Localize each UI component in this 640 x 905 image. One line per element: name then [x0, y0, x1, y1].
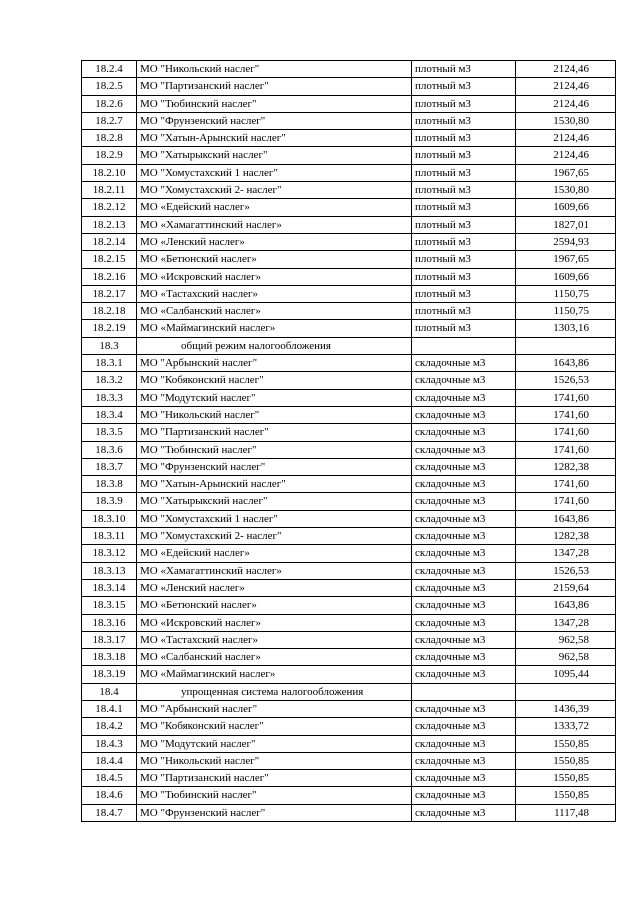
row-value: 1117,48	[516, 804, 616, 821]
row-code: 18.2.11	[82, 182, 137, 199]
row-code: 18.4.1	[82, 700, 137, 717]
row-code: 18.3.1	[82, 355, 137, 372]
row-unit: складочные м3	[412, 406, 516, 423]
row-unit: плотный м3	[412, 268, 516, 285]
row-code: 18.2.15	[82, 251, 137, 268]
row-name: МО "Хомустахский 2- наслег"	[137, 528, 412, 545]
row-value: 1741,60	[516, 389, 616, 406]
row-unit: плотный м3	[412, 199, 516, 216]
row-code: 18.3.14	[82, 579, 137, 596]
row-name: МО «Едейский наслег»	[137, 545, 412, 562]
row-code: 18.3.19	[82, 666, 137, 683]
row-name: МО «Искровский наслег»	[137, 614, 412, 631]
row-value: 2124,46	[516, 78, 616, 95]
table-row	[82, 510, 616, 527]
row-value: 1741,60	[516, 441, 616, 458]
table-row	[82, 631, 616, 648]
row-name: МО "Тюбинский наслег"	[137, 441, 412, 458]
row-value: 1347,28	[516, 614, 616, 631]
row-unit: плотный м3	[412, 95, 516, 112]
row-value: 1526,53	[516, 562, 616, 579]
row-name: МО "Тюбинский наслег"	[137, 787, 412, 804]
row-value: 1282,38	[516, 528, 616, 545]
row-code: 18.2.7	[82, 112, 137, 129]
row-value: 2159,64	[516, 579, 616, 596]
row-value: 1150,75	[516, 285, 616, 302]
table-row	[82, 458, 616, 475]
row-unit: плотный м3	[412, 164, 516, 181]
row-name: МО "Модутский наслег"	[137, 389, 412, 406]
row-code: 18.2.10	[82, 164, 137, 181]
table-row	[82, 78, 616, 95]
row-unit: складочные м3	[412, 752, 516, 769]
row-unit: складочные м3	[412, 597, 516, 614]
row-code: 18.4.7	[82, 804, 137, 821]
row-code: 18.3.10	[82, 510, 137, 527]
row-unit: плотный м3	[412, 182, 516, 199]
row-name: МО "Партизанский наслег"	[137, 424, 412, 441]
row-value: 1530,80	[516, 182, 616, 199]
row-value: 1303,16	[516, 320, 616, 337]
row-code: 18.3.16	[82, 614, 137, 631]
row-name: МО «Бетюнский наслег»	[137, 597, 412, 614]
row-code: 18.3.15	[82, 597, 137, 614]
row-value: 1347,28	[516, 545, 616, 562]
table-row	[82, 268, 616, 285]
row-unit: складочные м3	[412, 528, 516, 545]
table-row	[82, 164, 616, 181]
row-unit: складочные м3	[412, 804, 516, 821]
row-code: 18.3.8	[82, 476, 137, 493]
row-name: МО «Тастахский наслег»	[137, 285, 412, 302]
table-row	[82, 372, 616, 389]
section-row	[82, 683, 616, 700]
row-code: 18.2.4	[82, 61, 137, 78]
row-value: 2594,93	[516, 233, 616, 250]
row-value: 1526,53	[516, 372, 616, 389]
row-code: 18.2.6	[82, 95, 137, 112]
row-code: 18.3.11	[82, 528, 137, 545]
row-unit: складочные м3	[412, 510, 516, 527]
row-unit: складочные м3	[412, 700, 516, 717]
row-name: МО «Едейский наслег»	[137, 199, 412, 216]
row-unit: складочные м3	[412, 787, 516, 804]
row-unit: плотный м3	[412, 112, 516, 129]
row-unit: складочные м3	[412, 770, 516, 787]
row-value: 962,58	[516, 649, 616, 666]
row-unit: складочные м3	[412, 493, 516, 510]
table-row	[82, 476, 616, 493]
table-row	[82, 493, 616, 510]
table-row	[82, 441, 616, 458]
table-row	[82, 562, 616, 579]
row-name: МО "Никольский наслег"	[137, 752, 412, 769]
row-name: МО "Никольский наслег"	[137, 406, 412, 423]
row-code: 18.3.17	[82, 631, 137, 648]
row-unit: складочные м3	[412, 372, 516, 389]
row-name: МО "Партизанский наслег"	[137, 770, 412, 787]
row-unit: плотный м3	[412, 216, 516, 233]
table-row	[82, 130, 616, 147]
row-name: МО «Салбанский наслег»	[137, 649, 412, 666]
row-unit: складочные м3	[412, 476, 516, 493]
row-value: 1550,85	[516, 735, 616, 752]
table-row	[82, 199, 616, 216]
row-name: МО "Фрунзенский наслег"	[137, 112, 412, 129]
row-code: 18.3.5	[82, 424, 137, 441]
row-name: МО «Тастахский наслег»	[137, 631, 412, 648]
row-name: МО "Никольский наслег"	[137, 61, 412, 78]
row-name: МО "Кобяконский наслег"	[137, 718, 412, 735]
table-row	[82, 303, 616, 320]
row-code: 18.2.18	[82, 303, 137, 320]
table-row	[82, 718, 616, 735]
table-row	[82, 233, 616, 250]
row-value: 1741,60	[516, 493, 616, 510]
table-row	[82, 251, 616, 268]
row-name: МО «Ленский наслег»	[137, 233, 412, 250]
table-row	[82, 649, 616, 666]
row-unit: складочные м3	[412, 389, 516, 406]
row-unit: плотный м3	[412, 61, 516, 78]
row-unit: плотный м3	[412, 233, 516, 250]
table-row	[82, 95, 616, 112]
row-name: МО «Бетюнский наслег»	[137, 251, 412, 268]
row-unit: складочные м3	[412, 614, 516, 631]
row-code: 18.2.12	[82, 199, 137, 216]
row-unit: складочные м3	[412, 631, 516, 648]
table-row	[82, 770, 616, 787]
row-name: МО "Тюбинский наслег"	[137, 95, 412, 112]
row-name: МО «Хамагаттинский наслег»	[137, 216, 412, 233]
row-code: 18.4.6	[82, 787, 137, 804]
row-name: общий режим налогообложения	[137, 337, 412, 354]
row-code: 18.3.13	[82, 562, 137, 579]
row-value: 2124,46	[516, 147, 616, 164]
row-value: 1095,44	[516, 666, 616, 683]
row-value: 1150,75	[516, 303, 616, 320]
row-name: МО "Партизанский наслег"	[137, 78, 412, 95]
row-unit: плотный м3	[412, 78, 516, 95]
row-name: МО "Хомустахский 2- наслег"	[137, 182, 412, 199]
row-name: МО "Хатын-Арынский наслег"	[137, 476, 412, 493]
row-value: 2124,46	[516, 61, 616, 78]
row-value	[516, 683, 616, 700]
row-code: 18.2.14	[82, 233, 137, 250]
row-name: МО "Хатырыкский наслег"	[137, 147, 412, 164]
row-unit	[412, 683, 516, 700]
row-name: МО "Арбынский наслег"	[137, 700, 412, 717]
row-name: МО "Модутский наслег"	[137, 735, 412, 752]
row-unit: складочные м3	[412, 735, 516, 752]
row-value: 1436,39	[516, 700, 616, 717]
row-name: МО «Хамагаттинский наслег»	[137, 562, 412, 579]
table-row	[82, 787, 616, 804]
row-value: 1550,85	[516, 787, 616, 804]
row-code: 18.3.3	[82, 389, 137, 406]
row-name: упрощенная система налогообложения	[137, 683, 412, 700]
row-unit: складочные м3	[412, 355, 516, 372]
row-name: МО "Кобяконский наслег"	[137, 372, 412, 389]
row-value: 1643,86	[516, 597, 616, 614]
row-code: 18.2.8	[82, 130, 137, 147]
row-code: 18.3.7	[82, 458, 137, 475]
row-unit: складочные м3	[412, 441, 516, 458]
row-name: МО "Хатын-Арынский наслег"	[137, 130, 412, 147]
row-code: 18.4.2	[82, 718, 137, 735]
row-unit: плотный м3	[412, 285, 516, 302]
row-value: 1643,86	[516, 510, 616, 527]
table-row	[82, 112, 616, 129]
row-name: МО «Салбанский наслег»	[137, 303, 412, 320]
row-code: 18.2.19	[82, 320, 137, 337]
table-row	[82, 614, 616, 631]
row-code: 18.2.5	[82, 78, 137, 95]
row-name: МО "Арбынский наслег"	[137, 355, 412, 372]
row-value: 1741,60	[516, 406, 616, 423]
table-row	[82, 666, 616, 683]
row-name: МО «Искровский наслег»	[137, 268, 412, 285]
row-value: 1550,85	[516, 770, 616, 787]
row-code: 18.4.3	[82, 735, 137, 752]
rates-table	[81, 60, 616, 822]
row-unit: складочные м3	[412, 718, 516, 735]
row-unit: складочные м3	[412, 424, 516, 441]
row-name: МО "Фрунзенский наслег"	[137, 804, 412, 821]
row-code: 18.2.9	[82, 147, 137, 164]
row-unit: складочные м3	[412, 562, 516, 579]
row-unit: складочные м3	[412, 579, 516, 596]
row-code: 18.3.4	[82, 406, 137, 423]
row-value: 1967,65	[516, 251, 616, 268]
table-row	[82, 545, 616, 562]
row-value: 2124,46	[516, 130, 616, 147]
table-row	[82, 355, 616, 372]
row-value: 1282,38	[516, 458, 616, 475]
row-unit: плотный м3	[412, 303, 516, 320]
table-row	[82, 735, 616, 752]
row-unit: плотный м3	[412, 251, 516, 268]
table-row	[82, 61, 616, 78]
section-row	[82, 337, 616, 354]
row-unit: плотный м3	[412, 147, 516, 164]
row-value: 1967,65	[516, 164, 616, 181]
row-value: 1609,66	[516, 199, 616, 216]
table-row	[82, 147, 616, 164]
row-code: 18.3.2	[82, 372, 137, 389]
table-row	[82, 285, 616, 302]
row-code: 18.3.12	[82, 545, 137, 562]
row-code: 18.3	[82, 337, 137, 354]
row-unit	[412, 337, 516, 354]
table-row	[82, 424, 616, 441]
row-name: МО "Хомустахский 1 наслег"	[137, 510, 412, 527]
row-value: 1530,80	[516, 112, 616, 129]
table-row	[82, 528, 616, 545]
row-code: 18.4.5	[82, 770, 137, 787]
row-value: 1333,72	[516, 718, 616, 735]
table-row	[82, 752, 616, 769]
table-row	[82, 320, 616, 337]
table-row	[82, 182, 616, 199]
row-unit: складочные м3	[412, 666, 516, 683]
row-name: МО «Ленский наслег»	[137, 579, 412, 596]
row-value: 962,58	[516, 631, 616, 648]
table-row	[82, 804, 616, 821]
table-row	[82, 406, 616, 423]
row-code: 18.3.18	[82, 649, 137, 666]
table-row	[82, 597, 616, 614]
row-value	[516, 337, 616, 354]
row-code: 18.2.17	[82, 285, 137, 302]
row-code: 18.4	[82, 683, 137, 700]
table-row	[82, 216, 616, 233]
row-code: 18.2.13	[82, 216, 137, 233]
row-unit: складочные м3	[412, 458, 516, 475]
row-value: 1643,86	[516, 355, 616, 372]
row-unit: плотный м3	[412, 130, 516, 147]
row-value: 1741,60	[516, 476, 616, 493]
row-name: МО «Маймагинский наслег»	[137, 320, 412, 337]
row-name: МО «Маймагинский наслег»	[137, 666, 412, 683]
row-value: 1741,60	[516, 424, 616, 441]
row-value: 1550,85	[516, 752, 616, 769]
row-value: 1827,01	[516, 216, 616, 233]
row-unit: плотный м3	[412, 320, 516, 337]
row-value: 1609,66	[516, 268, 616, 285]
table-row	[82, 700, 616, 717]
row-name: МО "Фрунзенский наслег"	[137, 458, 412, 475]
row-value: 2124,46	[516, 95, 616, 112]
row-name: МО "Хатырыкский наслег"	[137, 493, 412, 510]
table-row	[82, 579, 616, 596]
row-code: 18.4.4	[82, 752, 137, 769]
row-code: 18.3.9	[82, 493, 137, 510]
rates-table-body	[82, 61, 616, 822]
row-code: 18.2.16	[82, 268, 137, 285]
row-unit: складочные м3	[412, 545, 516, 562]
row-unit: складочные м3	[412, 649, 516, 666]
table-row	[82, 389, 616, 406]
row-code: 18.3.6	[82, 441, 137, 458]
row-name: МО "Хомустахский 1 наслег"	[137, 164, 412, 181]
